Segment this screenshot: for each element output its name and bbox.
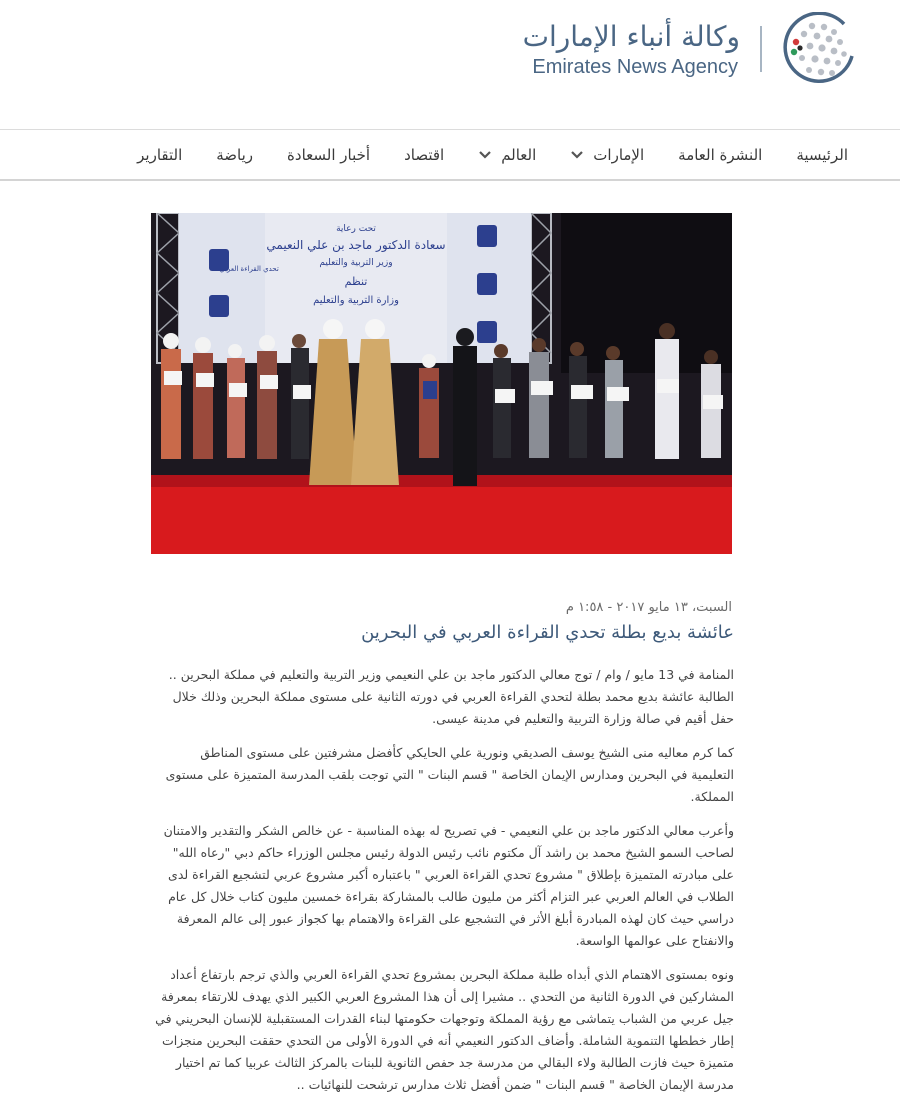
nav-item-sports[interactable] [216,146,253,164]
nav-item-label: النشرة العامة [678,146,763,164]
nav-item-label: الرئيسية [796,146,848,164]
article-paragraph: ونوه بمستوى الاهتمام الذي أبداه طلبة مملكة البحرين بمشروع تحدي القراءة العربي والذي ترجم بارتفاع أعداد المشاركين في الدورة الثانية من التحدي .. مشيرا إلى أن هذا المشروع العربي الكبير الذي يهدف للارتقاء بمعرفة جيل عربي من الشباب يتماشى مع رؤية المملكة وتوجهات حكومتها لبناء القدرات المستقبلية للإنسان البحريني في إطار خططها التنموية الشاملة. وأضاف الدكتور النعيمي أنه في الدورة الأولى من التحدي حققت البحرين منجزات متميزة حيث فازت الطالبة ولاء البقالي من مدرسة جد حفص الثانوية للبنات بالمركز الثالث عربيا كما تم اختيار مدرسة الإيمان الخاصة " قسم البنات " ضمن أفضل ثلاث مدارس ترشحت للنهائيات .. [155,967,734,1092]
chevron-down-icon [478,150,492,160]
nav-item-world[interactable] [478,146,536,164]
nav-item-happiness-news[interactable] [287,146,370,164]
nav-item-emirates[interactable] [570,146,644,164]
nav-item-label: أخبار السعادة [287,146,371,164]
banner-line-2: سعادة الدكتور ماجد بن علي النعيمي [266,238,446,252]
wam-logo-icon[interactable] [782,12,856,86]
article-body [154,664,734,1108]
nav-item-label: العالم [501,146,537,164]
article-date: السبت، ١٣ مايو ٢٠١٧ - ١:٥٨ م [565,600,732,615]
article-photo [151,213,732,554]
nav-item-label: رياضة [216,146,254,164]
article-paragraph: المنامة في 13 مايو / وام / توج معالي الدكتور ماجد بن علي النعيمي وزير التربية والتعليم في مملكة البحرين .. الطالبة عائشة بديع محمد بطلة لتحدي القراءة العربي في دورته الثانية على مستوى مملكة البحرين وذلك خلال حفل أقيم في صالة وزارة التربية والتعليم في مدينة عيسى. [168,667,734,726]
banner-logo-text: تحدي القراءة العربي [219,265,279,273]
nav-item-reports[interactable] [137,146,182,164]
brand-name-english[interactable]: Emirates News Agency [532,56,738,78]
banner-line-4: تنظم [344,275,368,288]
article-title: عائشة بديع بطلة تحدي القراءة العربي في البحرين [361,622,734,643]
nav-item-label: الإمارات [593,146,645,164]
nav-item-label: التقارير [137,146,183,164]
main-navigation [0,129,900,181]
ceremony-photo-illustration [151,213,732,554]
chevron-down-icon [570,150,584,160]
article-paragraph: كما كرم معاليه منى الشيخ يوسف الصديقي ونورية علي الحايكي كأفضل مشرفتين على مستوى المناطق التعليمية في البحرين ومدارس الإيمان الخاصة " قسم البنات " التي توجت بلقب المدرسة المتميزة على مستوى المملكة. [165,745,734,804]
nav-item-economy[interactable] [404,146,444,164]
nav-item-general-bulletin[interactable] [678,146,762,164]
banner-line-5: وزارة التربية والتعليم [313,295,399,306]
banner-line-3: وزير التربية والتعليم [319,258,393,268]
brand-name-arabic[interactable]: وكالة أنباء الإمارات [522,20,740,53]
logo-divider [760,26,762,72]
nav-item-label: اقتصاد [404,146,445,164]
banner-line-1: تحت رعاية [336,224,376,234]
article-paragraph: وأعرب معالي الدكتور ماجد بن علي النعيمي - في تصريح له بهذه المناسبة - عن خالص الشكر والتقدير والامتنان لصاحب السمو الشيخ محمد بن راشد آل مكتوم نائب رئيس الدولة رئيس مجلس الوزراء حاكم دبي "رعاه الله" على مبادرته المتميزة بإطلاق " مشروع تحدي القراءة العربي " باعتباره أكبر مشروع عربي لتشجيع القراءة لدى الطلاب في العالم العربي عبر التزام أكثر من مليون طالب بالمشاركة بقراءة خمسين مليون كتاب خلال كل عام دراسي حيث كان لهذه المبادرة أبلغ الأثر في التشجيع على القراءة والاهتمام بها كجواز عبور إلى عالم المعرفة والانفتاح على عوالمها الواسعة. [163,823,734,948]
site-header [0,0,900,130]
nav-item-home[interactable] [796,146,848,164]
